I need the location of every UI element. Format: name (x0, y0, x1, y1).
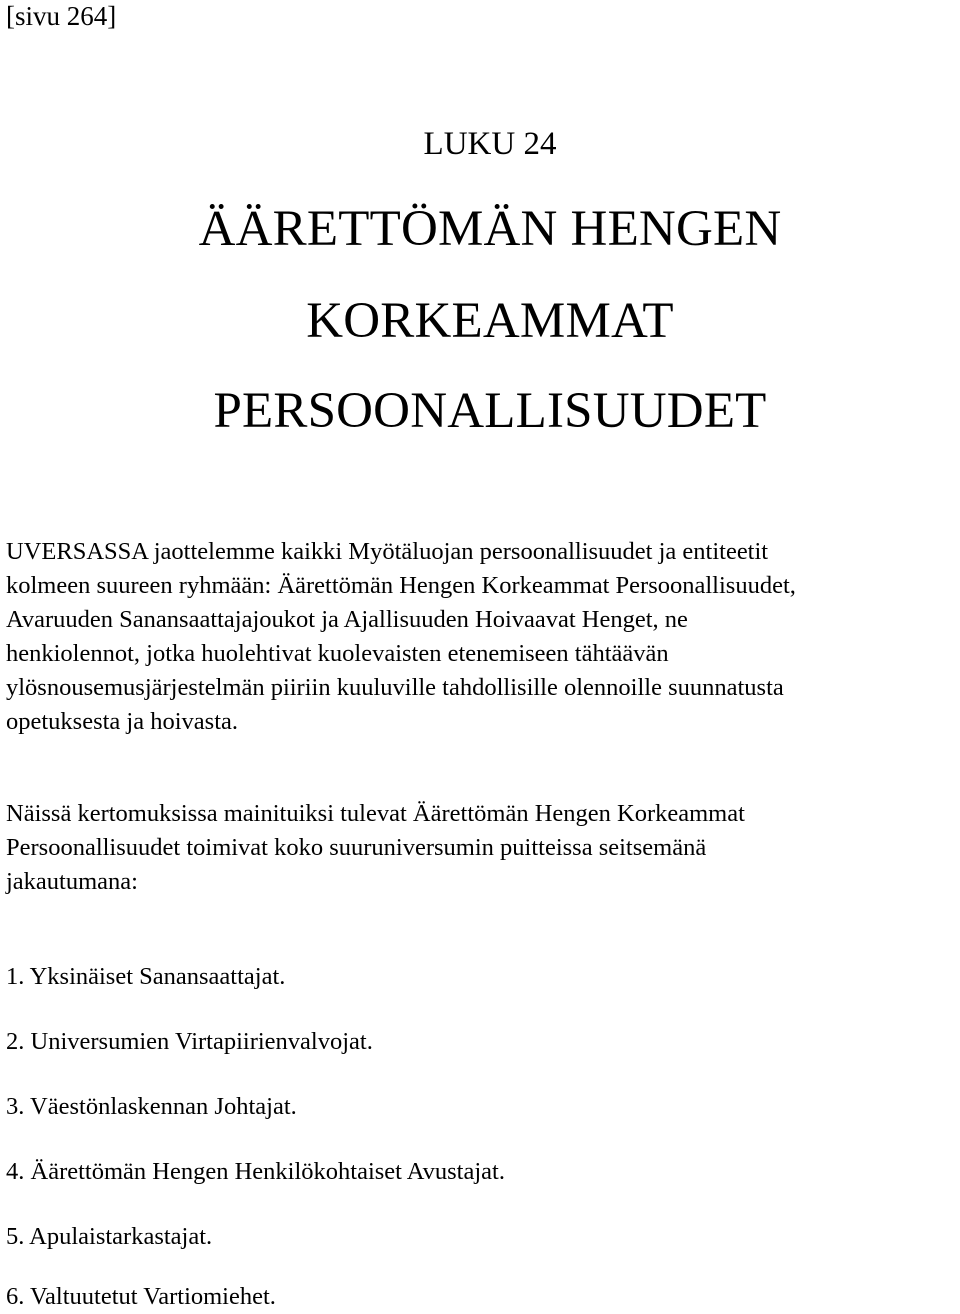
paragraph-line: jakautumana: (6, 868, 138, 895)
chapter-title-line-1: ÄÄRETTÖMÄN HENGEN (198, 201, 782, 257)
list-item: 3. Väestönlaskennan Johtajat. (6, 1093, 297, 1120)
list-item: 4. Äärettömän Hengen Henkilökohtaiset Avustajat. (6, 1158, 505, 1185)
paragraph-line: kolmeen suureen ryhmään: Äärettömän Hengen Korkeammat Persoonallisuudet, (6, 572, 796, 599)
paragraph-line: Näissä kertomuksissa mainituiksi tulevat Äärettömän Hengen Korkeammat (6, 800, 745, 827)
paragraph-intro (6, 535, 956, 739)
paragraph-line: henkiolennot, jotka huolehtivat kuolevaisten etenemiseen tähtäävän (6, 640, 669, 667)
paragraph-line: opetuksesta ja hoivasta. (6, 708, 239, 735)
paragraph-line: UVERSASSA jaottelemme kaikki Myötäluojan persoonallisuudet ja entiteetit (6, 538, 769, 565)
paragraph-line: ylösnousemusjärjestelmän piiriin kuuluville tahdollisille olennoille suunnatusta (6, 674, 784, 701)
chapter-title-line-3: PERSOONALLISUUDET (213, 383, 767, 439)
list-item: 1. Yksinäiset Sanansaattajat. (6, 963, 286, 990)
chapter-number: LUKU 24 (423, 126, 557, 162)
list-item: 2. Universumien Virtapiirienvalvojat. (6, 1028, 373, 1055)
paragraph-line: Avaruuden Sanansaattajajoukot ja Ajallisuuden Hoivaavat Henget, ne (6, 606, 688, 633)
list-item: 6. Valtuutetut Vartiomiehet. (6, 1283, 276, 1310)
paragraph-groups (6, 797, 956, 899)
page-label: [sivu 264] (6, 1, 117, 31)
chapter-title-line-2: KORKEAMMAT (306, 293, 674, 349)
list-item: 5. Apulaistarkastajat. (6, 1223, 213, 1250)
paragraph-line: Persoonallisuudet toimivat koko suuruniversumin puitteissa seitsemänä (6, 834, 707, 861)
